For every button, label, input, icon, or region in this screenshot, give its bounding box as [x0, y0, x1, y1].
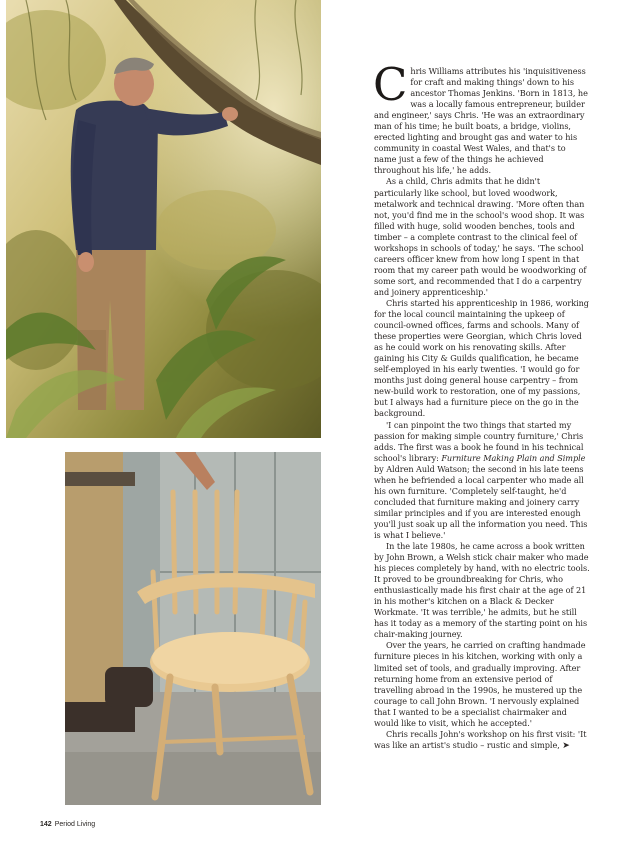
article-body	[373, 58, 590, 752]
paragraph-text: Over the years, he carried on crafting handmade furniture pieces in his kitchen, working with only a limited set of tools, and gradually improving. After returning home from an extensive period of travelling abroad in the 1990s, he mustered up the courage to call John Brown. 'I nervously explained that I wanted to be a specialist chairmaker and would like to visit, which he accepted.'	[374, 640, 586, 728]
paragraph-text: 'I can pinpoint the two things that started my passion for making simple country furniture,' Chris adds. The first was a book he found in his technical school's library:	[374, 419, 584, 463]
article-paragraph	[374, 420, 590, 542]
chair-illustration	[65, 452, 321, 805]
continue-arrow-icon: ➤	[562, 740, 570, 751]
drop-cap: C	[373, 58, 408, 111]
paragraph-text: Chris started his apprenticeship in 1986, working for the local council maintaining the upkeep of council-owned offices, farms and schools. Many of these properties were Georgian, which Chris loved as he could work on his renovating skills. After gaining his City & Guilds qualification, he became self-employed in his early twenties. 'I would go for months just doing general house carpentry – from new-build work to restoration, one of my passions, but I always had a furniture piece on the go in the background.	[374, 297, 589, 419]
paragraph-text: As a child, Chris admits that he didn't particularly like school, but loved woodwork, metalwork and technical drawing. 'More often than not, you'd find me in the school's wood shop. It was filled with huge, solid wooden benches, tools and timber – a complete contrast to the clinical feel of workshops in schools of today,' he says. 'The school careers officer knew from how long I spent in that room that my career path would be woodworking of some sort, and recommended that I do a carpentry and joinery apprenticeship.'	[374, 176, 587, 297]
magazine-name: Period Living	[54, 821, 96, 828]
paragraph-text: by Aldren Auld Watson; the second in his late teens when he befriended a local carpenter who made all his own furniture. 'Completely self-taught, he'd concluded that furniture making and joinery carry similar principles and if you are interested enough you'll just soak up all the information you need. This is what I believe.'	[374, 463, 588, 540]
photo-windsor-chair	[65, 452, 321, 805]
article-paragraph	[374, 640, 590, 728]
page-folio	[40, 821, 95, 828]
article-paragraph	[374, 176, 590, 298]
article-paragraph	[374, 729, 590, 752]
paragraph-text: In the late 1980s, he came across a book written by John Brown, a Welsh stick chair maker who made his pieces completely by hand, with no electric tools. It proved to be groundbreaking for Chris, who enthusiastically made his first chair at the age of 21 in his mother's kitchen on a Black & Decker Workmate. 'It was terrible,' he admits, but he still has it today as a memory of the starting point on his chair-making journey.	[374, 541, 590, 640]
article-paragraph	[374, 541, 590, 640]
article-paragraph	[373, 58, 590, 176]
article-paragraph	[374, 298, 590, 420]
woodland-illustration	[6, 0, 321, 438]
paragraph-text: Chris recalls John's workshop on his first visit: 'It was like an artist's studio – rustic and simple,	[374, 728, 587, 750]
paragraph-text: hris Williams attributes his 'inquisitiveness for craft and making things' down to his ancestor Thomas Jenkins. 'Born in 1813, he was a locally famous entrepreneur, builder and engineer,' says Chris. 'He was an extraordinary man of his time; he built boats, a bridge, violins, erected lighting and brought gas and water to his community in coastal West Wales, and that's to name just a few of the things he achieved throughout his life,' he adds.	[374, 66, 588, 176]
page-number: 142	[40, 821, 52, 828]
photo-man-in-woodland	[6, 0, 321, 438]
book-title: Furniture Making Plain and Simple	[441, 452, 586, 463]
